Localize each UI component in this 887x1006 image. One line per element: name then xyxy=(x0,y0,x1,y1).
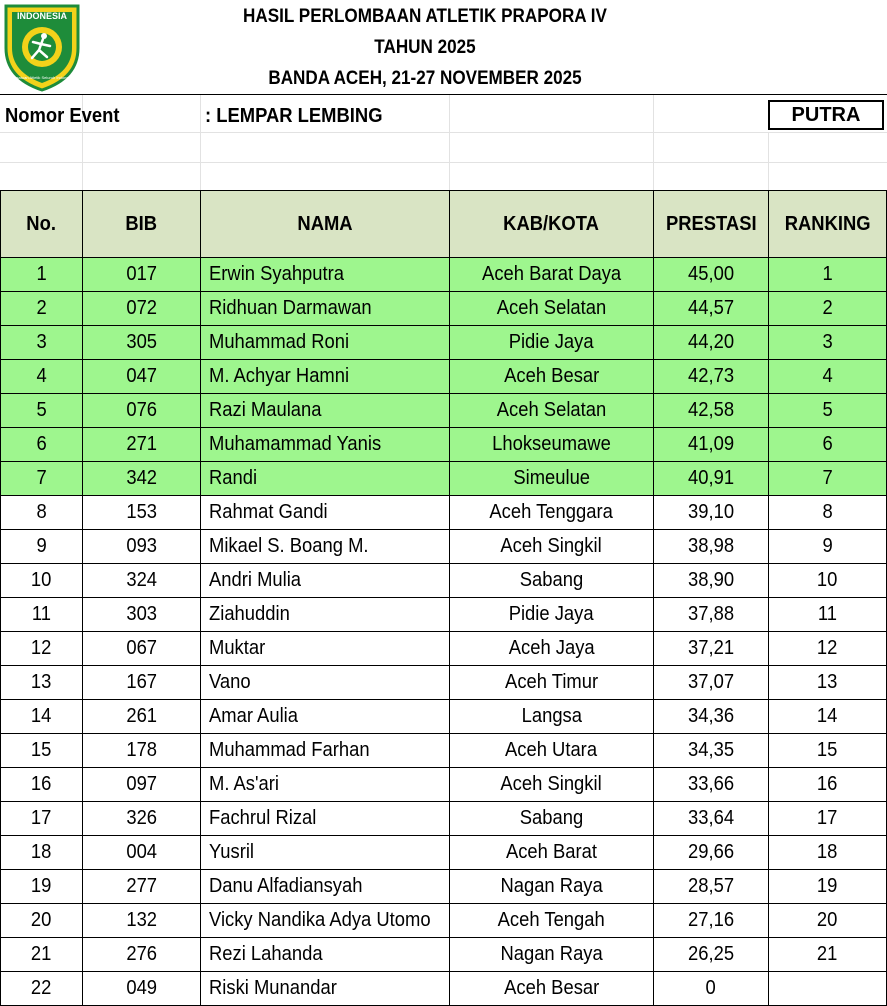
gridline xyxy=(200,95,201,190)
cell-ranking: 9 xyxy=(769,530,887,564)
column-header-ranking: RANKING xyxy=(769,191,887,258)
table-row xyxy=(1,938,887,972)
cell-bib: 305 xyxy=(83,326,201,360)
cell-nama: Rezi Lahanda xyxy=(201,938,450,972)
cell-bib: 342 xyxy=(83,462,201,496)
cell-ranking: 16 xyxy=(769,768,887,802)
cell-no: 7 xyxy=(1,462,83,496)
cell-no: 18 xyxy=(1,836,83,870)
table-row xyxy=(1,530,887,564)
cell-no: 19 xyxy=(1,870,83,904)
cell-no: 21 xyxy=(1,938,83,972)
cell-bib: 132 xyxy=(83,904,201,938)
cell-ranking: 12 xyxy=(769,632,887,666)
logo-text-ring: Persatuan Atletik Seluruh Indonesia xyxy=(10,75,74,80)
cell-kota: Aceh Selatan xyxy=(450,394,654,428)
cell-ranking: 1 xyxy=(769,258,887,292)
cell-prestasi: 44,57 xyxy=(654,292,769,326)
cell-no: 17 xyxy=(1,802,83,836)
cell-ranking: 20 xyxy=(769,904,887,938)
table-row xyxy=(1,326,887,360)
cell-kota: Pidie Jaya xyxy=(450,326,654,360)
table-row xyxy=(1,734,887,768)
table-row xyxy=(1,428,887,462)
cell-ranking xyxy=(769,972,887,1006)
cell-nama: Fachrul Rizal xyxy=(201,802,450,836)
cell-prestasi: 37,07 xyxy=(654,666,769,700)
table-row xyxy=(1,632,887,666)
cell-bib: 178 xyxy=(83,734,201,768)
cell-prestasi: 33,64 xyxy=(654,802,769,836)
cell-prestasi: 28,57 xyxy=(654,870,769,904)
cell-kota: Aceh Besar xyxy=(450,360,654,394)
cell-no: 16 xyxy=(1,768,83,802)
cell-bib: 017 xyxy=(83,258,201,292)
cell-bib: 049 xyxy=(83,972,201,1006)
cell-nama: Ziahuddin xyxy=(201,598,450,632)
cell-kota: Sabang xyxy=(450,564,654,598)
cell-kota: Aceh Utara xyxy=(450,734,654,768)
cell-no: 3 xyxy=(1,326,83,360)
gridline xyxy=(0,132,887,133)
cell-bib: 097 xyxy=(83,768,201,802)
cell-nama: M. Achyar Hamni xyxy=(201,360,450,394)
cell-nama: M. As'ari xyxy=(201,768,450,802)
cell-bib: 324 xyxy=(83,564,201,598)
report-year: TAHUN 2025 xyxy=(374,37,476,58)
cell-nama: Vano xyxy=(201,666,450,700)
cell-ranking: 4 xyxy=(769,360,887,394)
cell-kota: Aceh Timur xyxy=(450,666,654,700)
cell-no: 12 xyxy=(1,632,83,666)
cell-bib: 047 xyxy=(83,360,201,394)
cell-nama: Andri Mulia xyxy=(201,564,450,598)
cell-no: 5 xyxy=(1,394,83,428)
cell-nama: Muhamammad Yanis xyxy=(201,428,450,462)
report-title: HASIL PERLOMBAAN ATLETIK PRAPORA IV xyxy=(243,6,607,27)
cell-no: 6 xyxy=(1,428,83,462)
cell-kota: Aceh Tengah xyxy=(450,904,654,938)
cell-prestasi: 29,66 xyxy=(654,836,769,870)
gender-category: PUTRA xyxy=(768,100,884,130)
table-row xyxy=(1,598,887,632)
report-location-date: BANDA ACEH, 21-27 NOVEMBER 2025 xyxy=(268,68,582,89)
cell-ranking: 14 xyxy=(769,700,887,734)
table-header-row xyxy=(1,191,887,258)
cell-bib: 076 xyxy=(83,394,201,428)
gridline xyxy=(768,132,769,190)
cell-bib: 167 xyxy=(83,666,201,700)
table-row xyxy=(1,496,887,530)
table-row xyxy=(1,700,887,734)
cell-ranking: 18 xyxy=(769,836,887,870)
cell-kota: Lhokseumawe xyxy=(450,428,654,462)
cell-no: 9 xyxy=(1,530,83,564)
cell-no: 10 xyxy=(1,564,83,598)
cell-kota: Aceh Besar xyxy=(450,972,654,1006)
event-label: Nomor Event xyxy=(5,105,120,127)
cell-bib: 067 xyxy=(83,632,201,666)
table-row xyxy=(1,904,887,938)
cell-nama: Amar Aulia xyxy=(201,700,450,734)
cell-prestasi: 0 xyxy=(654,972,769,1006)
cell-prestasi: 41,09 xyxy=(654,428,769,462)
column-header-no: No. xyxy=(1,191,83,258)
table-row xyxy=(1,666,887,700)
cell-ranking: 3 xyxy=(769,326,887,360)
cell-ranking: 13 xyxy=(769,666,887,700)
column-header-prestasi: PRESTASI xyxy=(654,191,769,258)
column-header-kota: KAB/KOTA xyxy=(450,191,654,258)
table-row xyxy=(1,292,887,326)
header-divider xyxy=(0,94,887,95)
cell-ranking: 8 xyxy=(769,496,887,530)
cell-nama: Randi xyxy=(201,462,450,496)
logo-text-top: INDONESIA xyxy=(16,11,68,21)
cell-no: 20 xyxy=(1,904,83,938)
cell-no: 15 xyxy=(1,734,83,768)
gridline xyxy=(0,162,887,163)
cell-kota: Nagan Raya xyxy=(450,938,654,972)
table-row xyxy=(1,394,887,428)
cell-nama: Muhammad Farhan xyxy=(201,734,450,768)
cell-prestasi: 42,58 xyxy=(654,394,769,428)
cell-bib: 303 xyxy=(83,598,201,632)
cell-prestasi: 38,98 xyxy=(654,530,769,564)
cell-kota: Aceh Selatan xyxy=(450,292,654,326)
cell-bib: 326 xyxy=(83,802,201,836)
cell-prestasi: 27,16 xyxy=(654,904,769,938)
cell-no: 22 xyxy=(1,972,83,1006)
cell-kota: Simeulue xyxy=(450,462,654,496)
cell-prestasi: 45,00 xyxy=(654,258,769,292)
cell-prestasi: 33,66 xyxy=(654,768,769,802)
cell-prestasi: 37,21 xyxy=(654,632,769,666)
cell-kota: Nagan Raya xyxy=(450,870,654,904)
table-row xyxy=(1,462,887,496)
cell-ranking: 19 xyxy=(769,870,887,904)
cell-ranking: 7 xyxy=(769,462,887,496)
column-header-nama: NAMA xyxy=(201,191,450,258)
results-table xyxy=(0,190,887,1006)
cell-bib: 271 xyxy=(83,428,201,462)
cell-prestasi: 44,20 xyxy=(654,326,769,360)
cell-prestasi: 38,90 xyxy=(654,564,769,598)
cell-kota: Aceh Singkil xyxy=(450,768,654,802)
cell-nama: Erwin Syahputra xyxy=(201,258,450,292)
cell-prestasi: 42,73 xyxy=(654,360,769,394)
cell-bib: 004 xyxy=(83,836,201,870)
cell-ranking: 5 xyxy=(769,394,887,428)
cell-nama: Razi Maulana xyxy=(201,394,450,428)
table-row xyxy=(1,258,887,292)
cell-kota: Aceh Jaya xyxy=(450,632,654,666)
cell-bib: 261 xyxy=(83,700,201,734)
gridline xyxy=(653,95,654,190)
cell-prestasi: 39,10 xyxy=(654,496,769,530)
cell-ranking: 10 xyxy=(769,564,887,598)
cell-nama: Yusril xyxy=(201,836,450,870)
table-row xyxy=(1,802,887,836)
cell-bib: 277 xyxy=(83,870,201,904)
cell-kota: Sabang xyxy=(450,802,654,836)
cell-ranking: 21 xyxy=(769,938,887,972)
cell-kota: Aceh Tenggara xyxy=(450,496,654,530)
cell-kota: Aceh Barat Daya xyxy=(450,258,654,292)
cell-prestasi: 40,91 xyxy=(654,462,769,496)
cell-nama: Riski Munandar xyxy=(201,972,450,1006)
cell-nama: Rahmat Gandi xyxy=(201,496,450,530)
pasi-logo xyxy=(2,2,82,92)
cell-ranking: 17 xyxy=(769,802,887,836)
cell-ranking: 15 xyxy=(769,734,887,768)
cell-prestasi: 37,88 xyxy=(654,598,769,632)
cell-nama: Muktar xyxy=(201,632,450,666)
table-row xyxy=(1,836,887,870)
cell-nama: Ridhuan Darmawan xyxy=(201,292,450,326)
cell-no: 2 xyxy=(1,292,83,326)
cell-no: 13 xyxy=(1,666,83,700)
cell-bib: 153 xyxy=(83,496,201,530)
cell-nama: Vicky Nandika Adya Utomo xyxy=(201,904,450,938)
table-row xyxy=(1,564,887,598)
table-row xyxy=(1,870,887,904)
cell-ranking: 6 xyxy=(769,428,887,462)
cell-prestasi: 34,35 xyxy=(654,734,769,768)
cell-prestasi: 34,36 xyxy=(654,700,769,734)
event-value: : LEMPAR LEMBING xyxy=(205,105,383,127)
cell-no: 4 xyxy=(1,360,83,394)
cell-kota: Langsa xyxy=(450,700,654,734)
cell-bib: 276 xyxy=(83,938,201,972)
cell-ranking: 11 xyxy=(769,598,887,632)
table-row xyxy=(1,360,887,394)
cell-nama: Muhammad Roni xyxy=(201,326,450,360)
column-header-bib: BIB xyxy=(83,191,201,258)
cell-nama: Mikael S. Boang M. xyxy=(201,530,450,564)
cell-no: 1 xyxy=(1,258,83,292)
table-row xyxy=(1,972,887,1006)
gridline xyxy=(449,95,450,190)
cell-kota: Aceh Barat xyxy=(450,836,654,870)
cell-no: 11 xyxy=(1,598,83,632)
cell-bib: 093 xyxy=(83,530,201,564)
cell-ranking: 2 xyxy=(769,292,887,326)
cell-nama: Danu Alfadiansyah xyxy=(201,870,450,904)
cell-no: 8 xyxy=(1,496,83,530)
cell-kota: Pidie Jaya xyxy=(450,598,654,632)
cell-no: 14 xyxy=(1,700,83,734)
cell-bib: 072 xyxy=(83,292,201,326)
cell-prestasi: 26,25 xyxy=(654,938,769,972)
table-row xyxy=(1,768,887,802)
cell-kota: Aceh Singkil xyxy=(450,530,654,564)
